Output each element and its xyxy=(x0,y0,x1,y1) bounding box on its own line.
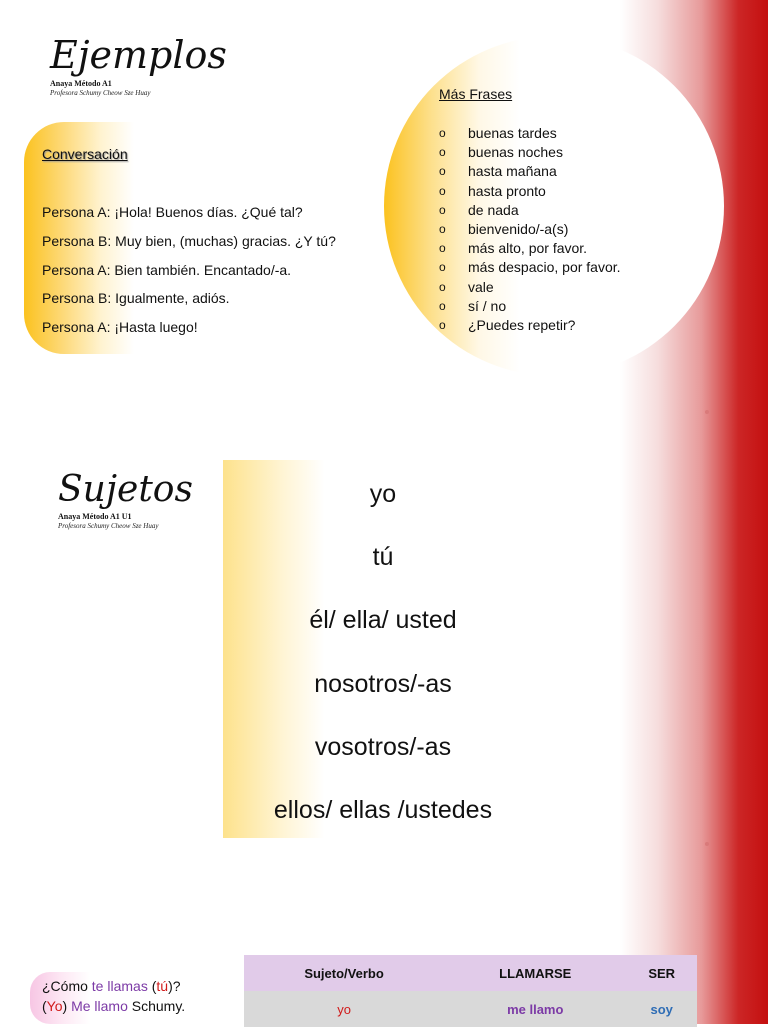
ejemplos-author: Profesora Schumy Cheow Sze Huay xyxy=(50,89,151,97)
pronoun: tú xyxy=(372,543,394,571)
bullet: o xyxy=(439,164,446,179)
sujetos-title: Sujetos xyxy=(58,469,193,510)
bullet: o xyxy=(439,126,446,140)
conversation-line: Persona B: Igualmente, adiós. xyxy=(42,290,230,306)
name-question xyxy=(42,976,185,1016)
table-header-row xyxy=(244,955,697,991)
question-line: ¿Cómo te llamas (tú)? xyxy=(42,978,181,994)
list-item: o sí / no xyxy=(439,297,621,316)
table-cell: soy xyxy=(626,991,697,1027)
ejemplos-subtitle: Anaya Método A1 xyxy=(50,79,112,88)
bullet: o xyxy=(439,241,446,256)
conversation-line: Persona A: Bien también. Encantado/-a. xyxy=(42,262,292,278)
list-item: o vale xyxy=(439,278,621,297)
pronoun-accent xyxy=(223,460,513,838)
pronoun: yo xyxy=(369,480,397,508)
ejemplos-title: Ejemplos xyxy=(50,33,227,77)
decorative-dot xyxy=(705,410,709,414)
pronoun: vosotros/-as xyxy=(314,733,452,761)
list-item: o más alto, por favor. xyxy=(439,239,621,258)
bullet: o xyxy=(439,183,446,198)
conversation-line: Persona A: ¡Hasta luego! xyxy=(42,319,198,335)
sujetos-author: Profesora Schumy Cheow Sze Huay xyxy=(58,522,159,530)
list-item: o más despacio, por favor. xyxy=(439,258,621,277)
conversation-line: Persona B: Muy bien, (muchas) gracias. ¿Y tú? xyxy=(42,233,336,249)
list-item: o ¿Puedes repetir? xyxy=(439,316,621,335)
conversation-heading: Conversación xyxy=(42,146,128,162)
table-cell: yo xyxy=(244,991,444,1027)
bullet: o xyxy=(439,317,446,332)
list-item: o hasta mañana xyxy=(439,162,621,181)
table-header: LLAMARSE xyxy=(444,955,626,991)
pronoun: él/ ella/ usted xyxy=(309,606,457,634)
verb-table xyxy=(244,955,697,1027)
list-item: o de nada xyxy=(439,201,621,220)
sujetos-subtitle: Anaya Método A1 U1 xyxy=(58,512,132,521)
pronoun: ellos/ ellas /ustedes xyxy=(273,796,493,824)
table-header: Sujeto/Verbo xyxy=(244,955,444,991)
bullet: o xyxy=(439,279,446,294)
answer-line: (Yo) Me llamo Schumy. xyxy=(42,998,186,1014)
list-item: o hasta pronto xyxy=(439,182,621,201)
bullet: o xyxy=(439,202,446,217)
bullet: o xyxy=(439,260,446,275)
list-item: o buenas tardes xyxy=(439,124,621,143)
list-item: o buenas noches xyxy=(439,143,621,162)
table-header: SER xyxy=(626,955,697,991)
bullet: o xyxy=(439,298,446,313)
pronoun: nosotros/-as xyxy=(314,670,452,698)
conversation-line: Persona A: ¡Hola! Buenos días. ¿Qué tal? xyxy=(42,204,303,220)
phrases-heading: Más Frases xyxy=(439,86,513,102)
bullet: o xyxy=(439,145,446,160)
table-row xyxy=(244,991,697,1027)
list-item: o bienvenido/-a(s) xyxy=(439,220,621,239)
decorative-dot xyxy=(705,842,709,846)
bullet: o xyxy=(439,221,446,236)
phrases-list xyxy=(439,124,621,335)
table-cell: me llamo xyxy=(444,991,626,1027)
